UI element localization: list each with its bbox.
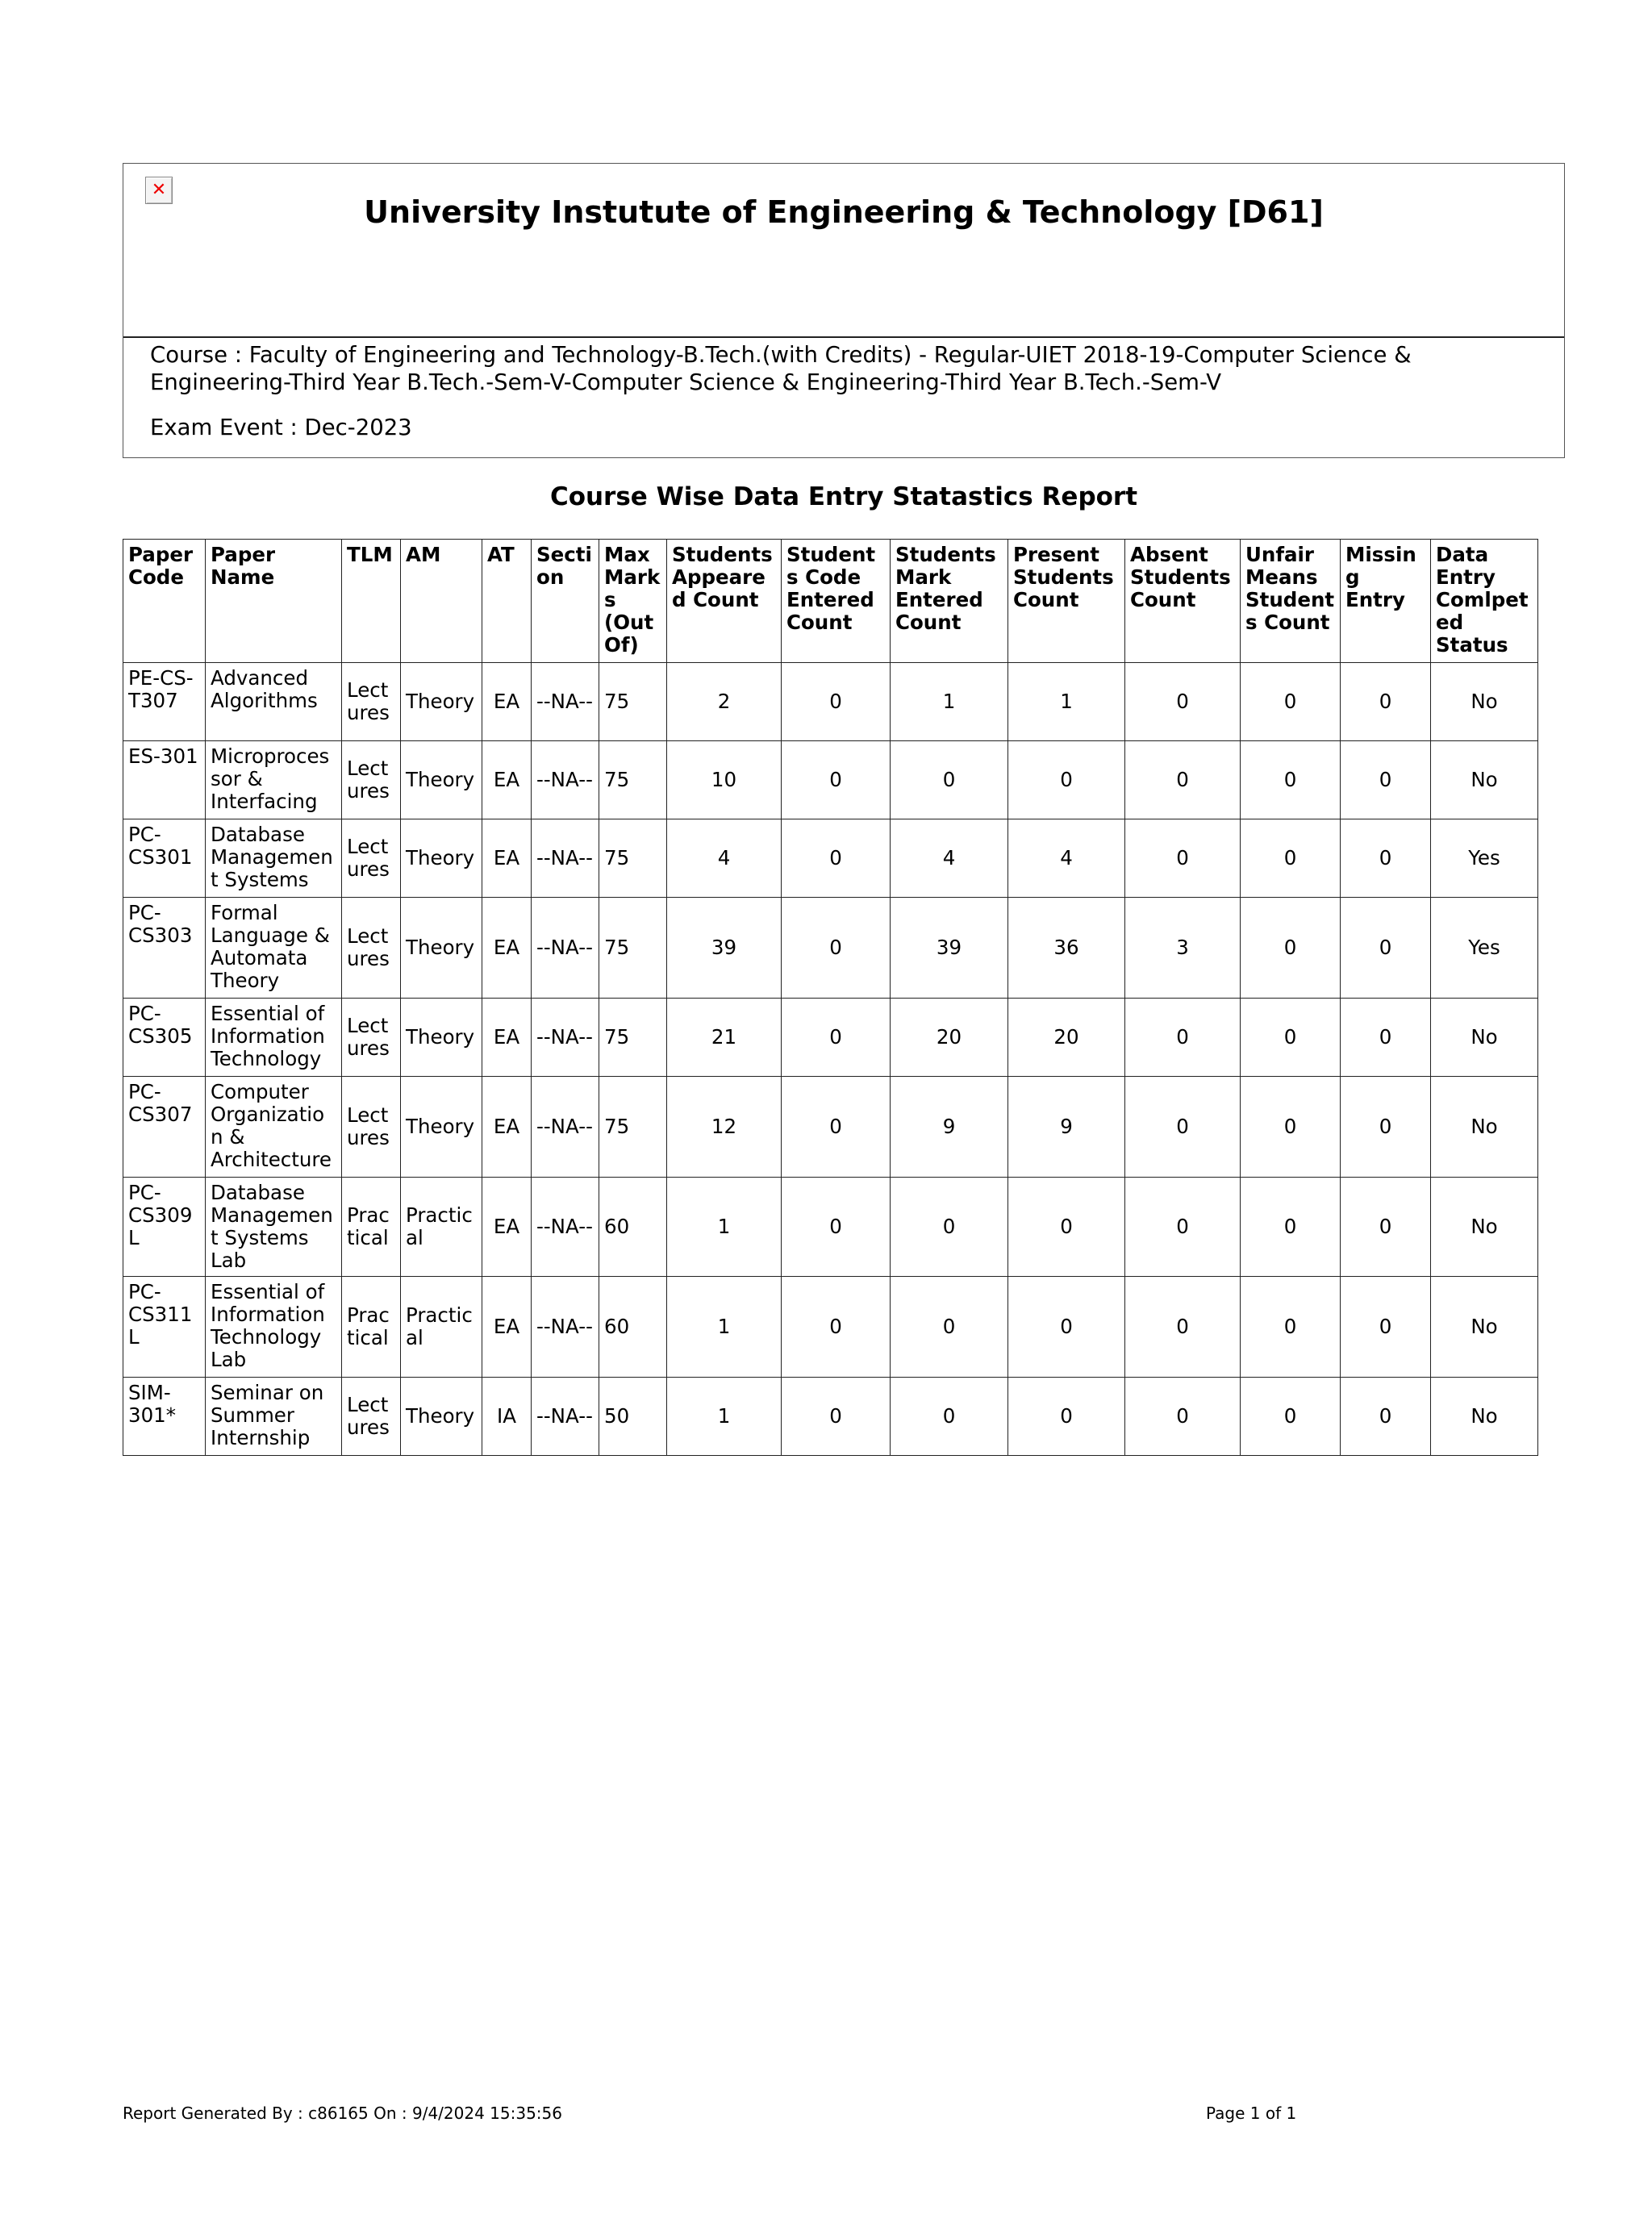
cell-max-marks: 75: [599, 898, 667, 999]
col-header-paper-name: Paper Name: [206, 540, 342, 663]
cell-at: EA: [482, 1277, 532, 1378]
cell-at: EA: [482, 898, 532, 999]
report-title: Course Wise Data Entry Statastics Report: [549, 482, 1138, 511]
cell-paper-name: Database Management Systems Lab: [206, 1178, 342, 1277]
course-text: Course : Faculty of Engineering and Technology-B.Tech.(with Credits) - Regular-UIET 2018-19-Computer Science & Engineering-Third Year B.Tech.-Sem-V-Computer Science & Engineering-Third Year B.Tech.-Sem-V: [150, 342, 1412, 395]
cell-max-marks: 75: [599, 999, 667, 1077]
cell-paper-code: PE-CS-T307: [123, 663, 206, 741]
cell-am: Practical: [401, 1178, 482, 1277]
cell-appeared: 4: [667, 819, 782, 898]
cell-missing-entry: 0: [1341, 741, 1431, 819]
cell-at: EA: [482, 663, 532, 741]
cell-am: Theory: [401, 1077, 482, 1178]
cell-paper-code: ES-301: [123, 741, 206, 819]
cell-present: 0: [1008, 1178, 1125, 1277]
cell-code-entered: 0: [782, 898, 891, 999]
cell-paper-code: PC-CS301: [123, 819, 206, 898]
cell-tlm: Lectures: [342, 999, 401, 1077]
table-header-row: [123, 540, 1538, 663]
cell-tlm: Lectures: [342, 819, 401, 898]
cell-unfair-means: 0: [1241, 1077, 1341, 1178]
cell-at: IA: [482, 1378, 532, 1456]
col-header-present: Present Students Count: [1008, 540, 1125, 663]
institute-title: University Instutute of Engineering & Technology [D61]: [364, 194, 1324, 230]
cell-am: Theory: [401, 663, 482, 741]
cell-code-entered: 0: [782, 741, 891, 819]
cell-unfair-means: 0: [1241, 741, 1341, 819]
cell-section: --NA--: [532, 1178, 599, 1277]
cell-absent: 0: [1125, 1077, 1241, 1178]
cell-tlm: Lectures: [342, 1378, 401, 1456]
cell-code-entered: 0: [782, 1277, 891, 1378]
cell-mark-entered: 0: [891, 1277, 1008, 1378]
cell-max-marks: 50: [599, 1378, 667, 1456]
cell-absent: 0: [1125, 663, 1241, 741]
cell-mark-entered: 4: [891, 819, 1008, 898]
cell-at: EA: [482, 819, 532, 898]
cell-missing-entry: 0: [1341, 1378, 1431, 1456]
cell-code-entered: 0: [782, 819, 891, 898]
cell-am: Theory: [401, 999, 482, 1077]
report-header: [123, 163, 1565, 458]
col-header-mark-entered: Students Mark Entered Count: [891, 540, 1008, 663]
cell-unfair-means: 0: [1241, 663, 1341, 741]
cell-mark-entered: 0: [891, 1178, 1008, 1277]
cell-absent: 0: [1125, 1277, 1241, 1378]
col-header-tlm: TLM: [342, 540, 401, 663]
cell-tlm: Practical: [342, 1178, 401, 1277]
cell-paper-code: PC-CS309L: [123, 1178, 206, 1277]
cell-paper-name: Computer Organization & Architecture: [206, 1077, 342, 1178]
cell-code-entered: 0: [782, 1378, 891, 1456]
cell-missing-entry: 0: [1341, 1077, 1431, 1178]
cell-appeared: 1: [667, 1277, 782, 1378]
col-header-max-marks: Max Marks (Out Of): [599, 540, 667, 663]
stats-table: [123, 539, 1538, 1456]
cell-mark-entered: 0: [891, 741, 1008, 819]
cell-mark-entered: 39: [891, 898, 1008, 999]
table-row: [123, 1077, 1538, 1178]
cell-status: No: [1431, 741, 1538, 819]
cell-mark-entered: 0: [891, 1378, 1008, 1456]
footer-generated: Report Generated By : c86165 On : 9/4/2024 15:35:56: [123, 2104, 562, 2123]
cell-section: --NA--: [532, 1277, 599, 1378]
cell-tlm: Practical: [342, 1277, 401, 1378]
cell-missing-entry: 0: [1341, 1277, 1431, 1378]
cell-status: No: [1431, 999, 1538, 1077]
cell-status: No: [1431, 663, 1538, 741]
cell-am: Theory: [401, 1378, 482, 1456]
table-row: [123, 1378, 1538, 1456]
cell-present: 0: [1008, 1277, 1125, 1378]
cell-code-entered: 0: [782, 1178, 891, 1277]
cell-absent: 3: [1125, 898, 1241, 999]
cell-paper-code: PC-CS311L: [123, 1277, 206, 1378]
cell-at: EA: [482, 741, 532, 819]
cell-am: Theory: [401, 898, 482, 999]
cell-present: 0: [1008, 741, 1125, 819]
cell-max-marks: 75: [599, 663, 667, 741]
cell-section: --NA--: [532, 663, 599, 741]
header-info: [123, 338, 1564, 441]
cell-absent: 0: [1125, 819, 1241, 898]
table-row: [123, 898, 1538, 999]
cell-code-entered: 0: [782, 1077, 891, 1178]
cell-unfair-means: 0: [1241, 819, 1341, 898]
cell-code-entered: 0: [782, 999, 891, 1077]
cell-absent: 0: [1125, 1378, 1241, 1456]
cell-missing-entry: 0: [1341, 898, 1431, 999]
table-body: [123, 663, 1538, 1456]
cell-tlm: Lectures: [342, 663, 401, 741]
cell-unfair-means: 0: [1241, 898, 1341, 999]
cell-paper-name: Microprocessor & Interfacing: [206, 741, 342, 819]
cell-mark-entered: 9: [891, 1077, 1008, 1178]
cell-status: No: [1431, 1178, 1538, 1277]
table-row: [123, 663, 1538, 741]
cell-paper-name: Essential of Information Technology Lab: [206, 1277, 342, 1378]
cell-status: No: [1431, 1378, 1538, 1456]
cell-present: 4: [1008, 819, 1125, 898]
cell-appeared: 1: [667, 1378, 782, 1456]
cell-status: No: [1431, 1277, 1538, 1378]
cell-unfair-means: 0: [1241, 1277, 1341, 1378]
cell-status: No: [1431, 1077, 1538, 1178]
cell-unfair-means: 0: [1241, 1378, 1341, 1456]
cell-am: Theory: [401, 741, 482, 819]
cell-section: --NA--: [532, 819, 599, 898]
cell-tlm: Lectures: [342, 741, 401, 819]
cell-section: --NA--: [532, 1077, 599, 1178]
cell-at: EA: [482, 999, 532, 1077]
cell-paper-code: PC-CS305: [123, 999, 206, 1077]
cell-paper-name: Seminar on Summer Internship: [206, 1378, 342, 1456]
table-row: [123, 819, 1538, 898]
cell-absent: 0: [1125, 999, 1241, 1077]
table-row: [123, 999, 1538, 1077]
cell-section: --NA--: [532, 898, 599, 999]
cell-max-marks: 60: [599, 1277, 667, 1378]
cell-tlm: Lectures: [342, 1077, 401, 1178]
col-header-appeared: Students Appeared Count: [667, 540, 782, 663]
cell-mark-entered: 1: [891, 663, 1008, 741]
col-header-am: AM: [401, 540, 482, 663]
cell-present: 0: [1008, 1378, 1125, 1456]
cell-at: EA: [482, 1178, 532, 1277]
cell-paper-code: PC-CS307: [123, 1077, 206, 1178]
cell-mark-entered: 20: [891, 999, 1008, 1077]
cell-unfair-means: 0: [1241, 1178, 1341, 1277]
cell-at: EA: [482, 1077, 532, 1178]
broken-image-icon: ✕: [145, 177, 173, 204]
cell-status: Yes: [1431, 898, 1538, 999]
col-header-at: AT: [482, 540, 532, 663]
cell-appeared: 12: [667, 1077, 782, 1178]
cell-missing-entry: 0: [1341, 663, 1431, 741]
cell-present: 20: [1008, 999, 1125, 1077]
col-header-status: Data Entry Comlpeted Status: [1431, 540, 1538, 663]
table-row: [123, 1277, 1538, 1378]
cell-missing-entry: 0: [1341, 999, 1431, 1077]
footer-page-number: Page 1 of 1: [1206, 2104, 1297, 2123]
cell-tlm: Lectures: [342, 898, 401, 999]
table-row: [123, 741, 1538, 819]
table-row: [123, 1178, 1538, 1277]
cell-paper-code: SIM-301*: [123, 1378, 206, 1456]
exam-event-text: Exam Event : Dec-2023: [150, 415, 412, 440]
header-title-area: [123, 164, 1564, 338]
cell-paper-name: Advanced Algorithms: [206, 663, 342, 741]
col-header-unfair-means: Unfair Means Students Count: [1241, 540, 1341, 663]
cell-max-marks: 75: [599, 1077, 667, 1178]
cell-status: Yes: [1431, 819, 1538, 898]
cell-missing-entry: 0: [1341, 819, 1431, 898]
cell-section: --NA--: [532, 1378, 599, 1456]
col-header-missing-entry: Missing Entry: [1341, 540, 1431, 663]
cell-appeared: 10: [667, 741, 782, 819]
cell-appeared: 39: [667, 898, 782, 999]
cell-missing-entry: 0: [1341, 1178, 1431, 1277]
col-header-paper-code: Paper Code: [123, 540, 206, 663]
cell-absent: 0: [1125, 741, 1241, 819]
cell-max-marks: 60: [599, 1178, 667, 1277]
cell-am: Theory: [401, 819, 482, 898]
cell-absent: 0: [1125, 1178, 1241, 1277]
cell-appeared: 2: [667, 663, 782, 741]
cell-paper-name: Formal Language & Automata Theory: [206, 898, 342, 999]
cell-max-marks: 75: [599, 741, 667, 819]
cell-am: Practical: [401, 1277, 482, 1378]
col-header-code-entered: Students Code Entered Count: [782, 540, 891, 663]
cell-present: 36: [1008, 898, 1125, 999]
cell-paper-name: Essential of Information Technology: [206, 999, 342, 1077]
cell-section: --NA--: [532, 741, 599, 819]
cell-paper-name: Database Management Systems: [206, 819, 342, 898]
col-header-section: Section: [532, 540, 599, 663]
cell-present: 1: [1008, 663, 1125, 741]
cell-paper-code: PC-CS303: [123, 898, 206, 999]
cell-section: --NA--: [532, 999, 599, 1077]
cell-present: 9: [1008, 1077, 1125, 1178]
col-header-absent: Absent Students Count: [1125, 540, 1241, 663]
cell-appeared: 1: [667, 1178, 782, 1277]
cell-max-marks: 75: [599, 819, 667, 898]
cell-appeared: 21: [667, 999, 782, 1077]
cell-code-entered: 0: [782, 663, 891, 741]
cell-unfair-means: 0: [1241, 999, 1341, 1077]
